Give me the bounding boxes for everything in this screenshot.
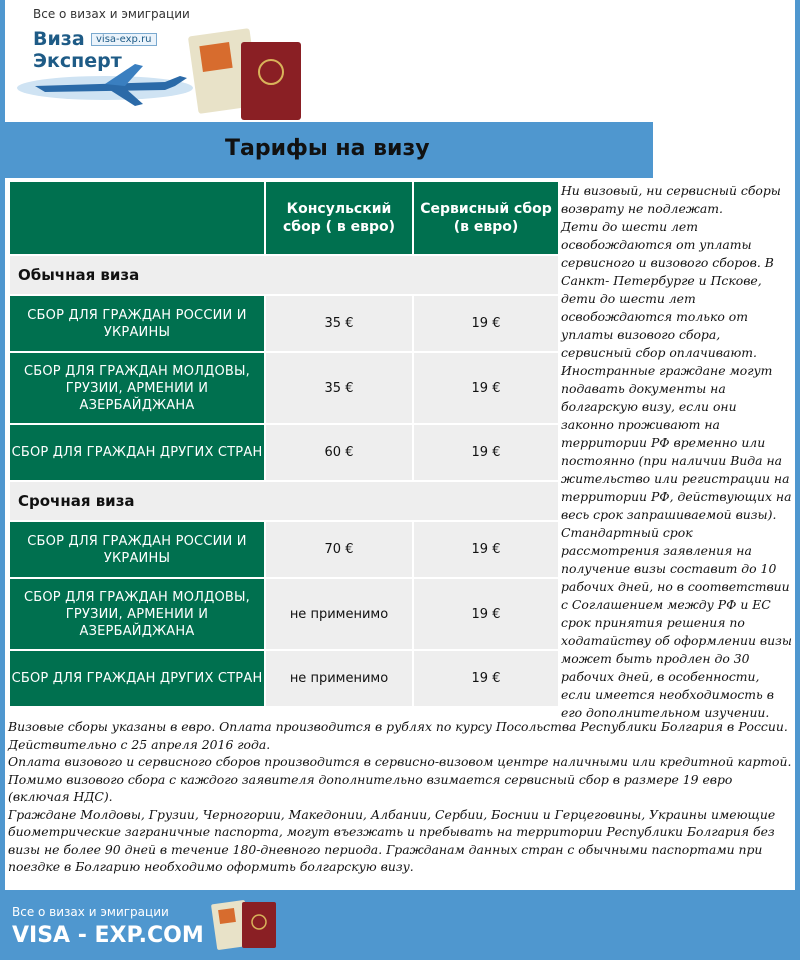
logo-word-expert: Эксперт <box>33 50 122 72</box>
bottom-note: Помимо визового сбора с каждого заявителя дополнительно взимается сервисный сбор в размере 19 евро (включая НДС). <box>8 771 733 804</box>
consular-fee-value: не применимо <box>266 651 414 706</box>
side-note: Иностранные граждане могут подавать документы на болгарскую визу, если они законно проживают на территории РФ временно или постоянно (при наличии Вида на жительство или регистрации на территории РФ, действующих на весь срок запрашиваемой визы). <box>561 363 792 522</box>
header-consular-fee: Консульский сбор ( в евро) <box>266 182 414 254</box>
row-label: СБОР ДЛЯ ГРАЖДАН МОЛДОВЫ, ГРУЗИИ, АРМЕНИИ И АЗЕРБАЙДЖАНА <box>10 579 266 649</box>
bottom-note: Граждане Молдовы, Грузии, Черногории, Македонии, Албании, Сербии, Боснии и Герцеговины, Украины имеющие биометрические заграничные паспорта, могут въезжать и пребывать на территории Республики Болгария без визы не более 90 дней в течение 180-дневного периода. Гражданам данных стран с обычными паспортами при поездке в Болгарию необходимо оформить болгарскую визу. <box>8 806 776 874</box>
table-row <box>10 579 558 649</box>
row-label: СБОР ДЛЯ ГРАЖДАН ДРУГИХ СТРАН <box>10 651 266 706</box>
side-note: Стандартный срок рассмотрения заявления на получение визы составит до 10 рабочих дней, но в соответствии с Соглашением между РФ и ЕС срок принятия решения по ходатайству об оформлении визы может быть продлен до 30 рабочих дней, в особенности, если имеется необходимость в его дополнительном изучении. <box>561 525 792 720</box>
service-fee-value: 19 € <box>414 579 558 649</box>
row-label: СБОР ДЛЯ ГРАЖДАН ДРУГИХ СТРАН <box>10 425 266 480</box>
site-logo[interactable] <box>5 0 305 122</box>
side-notes <box>561 182 793 722</box>
content-panel <box>5 0 795 890</box>
side-note: Ни визовый, ни сервисный сборы возврату не подлежат. <box>561 183 781 216</box>
table-header-row <box>10 182 558 254</box>
section-row-urgent <box>10 482 558 520</box>
passport-icon <box>210 896 280 952</box>
table-row <box>10 522 558 577</box>
bottom-notes <box>8 718 792 876</box>
title-bar <box>5 122 653 178</box>
service-fee-value: 19 € <box>414 425 558 480</box>
consular-fee-value: 70 € <box>266 522 414 577</box>
table-row <box>10 425 558 480</box>
footer-banner <box>0 890 800 960</box>
section-row-regular <box>10 256 558 294</box>
consular-fee-value: 35 € <box>266 353 414 423</box>
side-note: Дети до шести лет освобождаются от уплаты сервисного и визового сборов. В Санкт- Петербурге и Пскове, дети до шести лет освобождаются только от уплаты визового сбора, сервисный сбор оплачивают. <box>561 219 774 360</box>
logo-word-visa: Виза <box>33 28 85 50</box>
logo-tagline: Все о визах и эмиграции <box>33 7 190 21</box>
section-title: Обычная виза <box>10 256 558 294</box>
table-row <box>10 353 558 423</box>
table-row <box>10 651 558 706</box>
row-label: СБОР ДЛЯ ГРАЖДАН РОССИИ И УКРАИНЫ <box>10 522 266 577</box>
bottom-note: Визовые сборы указаны в евро. Оплата производится в рублях по курсу Посольства Республики Болгария в России. Действительно с 25 апреля 2016 года. <box>8 719 788 752</box>
service-fee-value: 19 € <box>414 651 558 706</box>
row-label: СБОР ДЛЯ ГРАЖДАН МОЛДОВЫ, ГРУЗИИ, АРМЕНИИ И АЗЕРБАЙДЖАНА <box>10 353 266 423</box>
table-row <box>10 296 558 351</box>
footer-tagline: Все о визах и эмиграции <box>12 905 169 919</box>
consular-fee-value: не применимо <box>266 579 414 649</box>
row-label: СБОР ДЛЯ ГРАЖДАН РОССИИ И УКРАИНЫ <box>10 296 266 351</box>
page-title: Тарифы на визу <box>225 136 430 161</box>
service-fee-value: 19 € <box>414 522 558 577</box>
service-fee-value: 19 € <box>414 296 558 351</box>
consular-fee-value: 60 € <box>266 425 414 480</box>
fee-table <box>10 180 558 708</box>
consular-fee-value: 35 € <box>266 296 414 351</box>
header-service-fee: Сервисный сбор (в евро) <box>414 182 558 254</box>
service-fee-value: 19 € <box>414 353 558 423</box>
bottom-note: Оплата визового и сервисного сборов производится в сервисно-визовом центре наличными или кредитной картой. <box>8 754 792 769</box>
section-title: Срочная виза <box>10 482 558 520</box>
header-empty-cell <box>10 182 266 254</box>
logo-site-badge: visa-exp.ru <box>91 33 157 46</box>
footer-site-link[interactable]: VISA - EXP.COM <box>12 923 204 948</box>
